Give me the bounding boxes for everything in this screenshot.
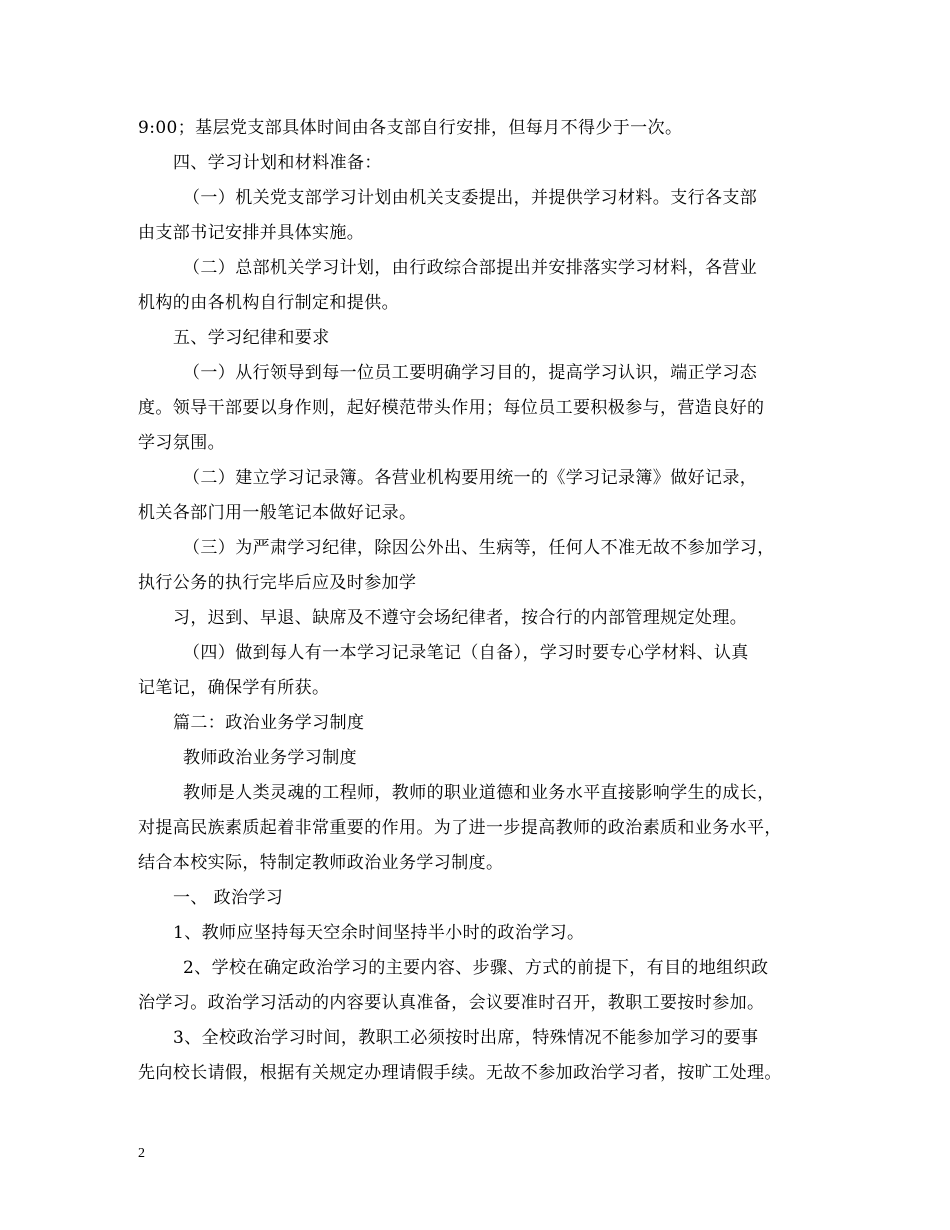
text-line-14: 执行公务的执行完毕后应及时参加学	[138, 573, 417, 593]
text-line-2: 四、学习计划和材料准备：	[173, 153, 382, 173]
text-line-12: 机关各部门用一般笔记本做好记录。	[138, 503, 417, 523]
text-line-13: （三）为严肃学习纪律，除因公外出、生病等，任何人不准无故不参加学习，	[183, 538, 775, 558]
text-line-27: 3、全校政治学习时间，教职工必须按时出席，特殊情况不能参加学习的要事	[173, 1028, 759, 1048]
text-line-3: （一）机关党支部学习计划由机关支委提出，并提供学习材料。支行各支部	[183, 188, 758, 208]
text-line-5: （二）总部机关学习计划，由行政综合部提出并安排落实学习材料，各营业	[183, 258, 758, 278]
page-number: 2	[138, 1146, 145, 1161]
document-subtitle: 教师政治业务学习制度	[183, 748, 357, 768]
text-line-24: 1、教师应坚持每天空余时间坚持半小时的政治学习。	[173, 923, 585, 943]
text-line-23: 一、 政治学习	[173, 888, 284, 908]
text-line-11: （二）建立学习记录簿。各营业机构要用统一的《学习记录簿》做好记录，	[183, 468, 758, 488]
text-line-9: 度。领导干部要以身作则，起好模范带头作用；每位员工要积极参与，营造良好的	[138, 398, 765, 418]
text-line-16: （四）做到每人有一本学习记录笔记（自备），学习时要专心学材料、认真	[183, 643, 749, 663]
text-line-21: 对提高民族素质起着非常重要的作用。为了进一步提高教师的政治素质和业务水平，	[138, 818, 782, 838]
text-line-28: 先向校长请假，根据有关规定办理请假手续。无故不参加政治学习者，按旷工处理。	[138, 1063, 782, 1083]
text-line-20: 教师是人类灵魂的工程师，教师的职业道德和业务水平直接影响学生的成长，	[183, 783, 775, 803]
text-line-4: 由支部书记安排并具体实施。	[138, 223, 365, 243]
text-line-26: 治学习。政治学习活动的内容要认真准备，会议要准时召开，教职工要按时参加。	[138, 993, 765, 1013]
text-line-17: 记笔记，确保学有所获。	[138, 678, 330, 698]
section-heading: 篇二：政治业务学习制度	[173, 713, 365, 733]
text-line-6: 机构的由各机构自行制定和提供。	[138, 293, 399, 313]
text-line-25: 2、学校在确定政治学习的主要内容、步骤、方式的前提下，有目的地组织政	[183, 958, 769, 978]
text-line-1: 9:00；基层党支部具体时间由各支部自行安排，但每月不得少于一次。	[138, 118, 683, 138]
text-line-22: 结合本校实际，特制定教师政治业务学习制度。	[138, 853, 504, 873]
text-line-15: 习，迟到、早退、缺席及不遵守会场纪律者，按合行的内部管理规定处理。	[173, 608, 748, 628]
text-line-10: 学习氛围。	[138, 433, 225, 453]
text-line-7: 五、学习纪律和要求	[173, 328, 330, 348]
text-line-8: （一）从行领导到每一位员工要明确学习目的，提高学习认识，端正学习态	[183, 363, 758, 383]
